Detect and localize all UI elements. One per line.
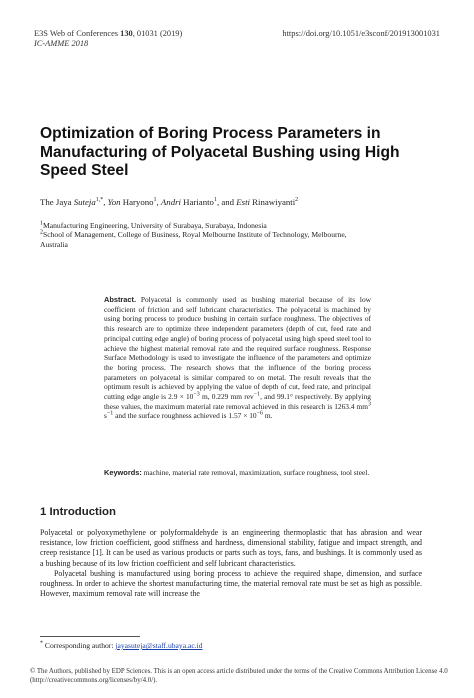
- author-3: Andri Harianto$^1$: [160, 197, 217, 207]
- doi-link[interactable]: https://doi.org/10.1051/e3sconf/201913001031: [282, 29, 440, 38]
- author-1: The Jaya Suteja$^{1,*}$: [40, 197, 104, 207]
- conference-name: IC-AMME 2018: [34, 39, 89, 48]
- paper-title: Optimization of Boring Process Parameters in Manufacturing of Polyacetal Bushing using High Speed Steel: [40, 125, 400, 179]
- journal-citation: E3S Web of Conferences 130, 01031 (2019): [34, 29, 183, 38]
- abstract: Abstract. Polyacetal is commonly used as bushing material because of its low coefficient of friction and self lubricant characteristics. The polyacetal is machined by using boring process to produce bushing in certain surface roughness. The objectives of this research are to optimize three independent parameters (depth of cut, feed rate and principal cutting edge angle) of boring process of polyacetal using high speed steel tool to achieve the highest material removal rate and the required surface roughness. Response Surface Methodology is used to investigate the influence of the parameters and optimize the boring process. The research shows that the influence of the boring process parameters on polyacetal is similar compared to on metal. The result reveals that the optimum result is achieved by applying the value of depth of cut, feed rate, and principal cutting edge angle is $2.9 \times 10^{-3}$ m, 0.229 mm rev$^{-1}$, and 99.1° respectively. By applying these values, the maximum material rate removal achieved in this research is 1263.4 $mm^3$ $s^{-1}$ and the surface roughness achieved is $1.57 \times 10^{-6}$ m.: [104, 295, 371, 421]
- affiliation-2-continued: Australia: [40, 239, 68, 249]
- running-header-left: [34, 29, 182, 49]
- author-2: Yon Haryono$^1$: [107, 197, 157, 207]
- keywords-label: Keywords:: [104, 468, 142, 477]
- volume-number: 130: [120, 29, 133, 38]
- license-footer: © The Authors, published by EDP Sciences. This is an open access article distributed under the terms of the Creative Commons Attribution License 4.0 (http://creativecommons.org/licenses/by/4.0/).: [30, 668, 448, 684]
- author-4: Esti Rinawiyanti$^2$: [236, 197, 299, 207]
- author-list: The Jaya Suteja$^{1,*}$, Yon Haryono$^1$, Andri Harianto$^1$, and Esti Rinawiyanti$^2$: [40, 197, 299, 207]
- affiliations: [40, 221, 450, 249]
- affiliation-2: $^2$School of Management, College of Business, Royal Melbourne Institute of Technology, Melbourne,: [40, 229, 347, 240]
- abstract-label: Abstract.: [104, 295, 137, 304]
- section-heading: 1 Introduction: [40, 506, 116, 518]
- email-link[interactable]: jayasuteja@staff.ubaya.ac.id: [115, 641, 203, 650]
- paragraph: Polyacetal bushing is manufactured using boring process to achieve the required shape, dimension, and surface roughness. In order to achieve the shortest manufacturing time, the material removal rate must be set as high as possible. However, maximum removal rate will increase the: [40, 568, 422, 599]
- paragraph: Polyacetal or polyoxymethylene or polyformaldehyde is an engineering thermoplastic that has abrasion and wear resistance, low friction coefficient, good stiffness and hardness, dimensional stability, fatigue and impact strength, and creep resistance [1]. It can be used as various products or parts such as toys, fans, and bushings. It is commonly used as a bushing because of its low friction coefficient and self lubricant characteristics.: [40, 528, 422, 568]
- affiliation-1: $^1$Manufacturing Engineering, University of Surabaya, Surabaya, Indonesia: [40, 220, 267, 230]
- footnote-divider: [40, 636, 140, 637]
- footnote: * Corresponding author: jayasuteja@staff.ubaya.ac.id: [40, 640, 203, 650]
- introduction-body: [40, 528, 422, 599]
- keywords: Keywords: machine, material rate removal, maximization, surface roughness, tool steel.: [104, 468, 370, 477]
